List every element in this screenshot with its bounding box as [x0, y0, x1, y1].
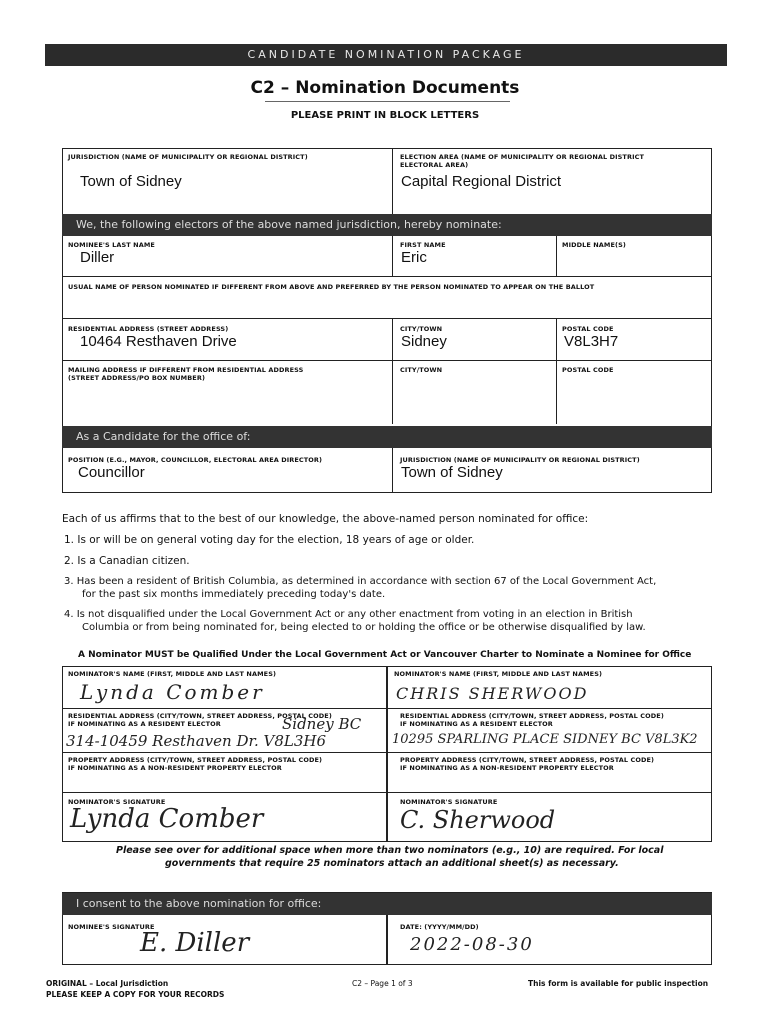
position-label: POSITION (E.G., MAYOR, COUNCILLOR, ELECTORAL AREA DIRECTOR) [68, 456, 323, 464]
divider [556, 318, 557, 424]
position-jurisdiction-value[interactable]: Town of Sidney [401, 464, 503, 481]
affirm-item-4: 4. Is not disqualified under the Local Government Act or any other enactment from voting in an election in British [64, 609, 633, 620]
left-nominator-name-label: NOMINATOR'S NAME (FIRST, MIDDLE AND LAST NAMES) [68, 670, 277, 678]
left-residential-label: RESIDENTIAL ADDRESS (CITY/TOWN, STREET ADDRESS, POSTAL CODE) [68, 712, 332, 720]
title-divider [265, 101, 510, 102]
election-area-label: ELECTION AREA (NAME OF MUNICIPALITY OR REGIONAL DISTRICT [400, 153, 644, 161]
divider [392, 236, 393, 276]
left-signature-label: NOMINATOR'S SIGNATURE [68, 798, 166, 806]
jurisdiction-value[interactable]: Town of Sidney [80, 173, 182, 190]
position-jurisdiction-label: JURISDICTION (NAME OF MUNICIPALITY OR REGIONAL DISTRICT) [400, 456, 640, 464]
left-residential-line-2[interactable]: 314-10459 Resthaven Dr. V8L3H6 [66, 732, 327, 750]
middle-name-label: MIDDLE NAME(S) [562, 241, 626, 249]
left-property-elector-label: IF NOMINATING AS A NON-RESIDENT PROPERTY ELECTOR [68, 764, 282, 772]
right-resident-elector-label: IF NOMINATING AS A RESIDENT ELECTOR [400, 720, 553, 728]
postal-code-value[interactable]: V8L3H7 [564, 333, 619, 350]
right-nominator-name[interactable]: CHRIS SHERWOOD [396, 684, 589, 703]
mailing-address-label-cont: (STREET ADDRESS/PO BOX NUMBER) [68, 374, 206, 382]
additional-space-note-cont: governments that require 25 nominators attach an additional sheet(s) as necessary. [165, 858, 619, 869]
jurisdiction-label: JURISDICTION (NAME OF MUNICIPALITY OR REGIONAL DISTRICT) [68, 153, 308, 161]
left-nominator-signature[interactable]: Lynda Comber [70, 804, 264, 834]
right-residential-line-1[interactable]: 10295 SPARLING PLACE SIDNEY BC V8L3K2 [392, 732, 698, 747]
package-banner: CANDIDATE NOMINATION PACKAGE [45, 44, 727, 66]
right-property-label: PROPERTY ADDRESS (CITY/TOWN, STREET ADDRESS, POSTAL CODE) [400, 756, 655, 764]
affirm-item-4-cont: Columbia or from being nominated for, being elected to or holding the office or be otherwise disqualified by law. [82, 622, 646, 633]
divider [62, 360, 712, 361]
consent-date[interactable]: 2022-08-30 [410, 934, 534, 955]
mailing-city-label: CITY/TOWN [400, 366, 443, 374]
page-subtitle: PLEASE PRINT IN BLOCK LETTERS [290, 110, 480, 121]
consent-section-bar: I consent to the above nomination for office: [62, 893, 712, 915]
election-area-label-cont: ELECTORAL AREA) [400, 161, 469, 169]
footer-keep-copy: PLEASE KEEP A COPY FOR YOUR RECORDS [46, 990, 225, 999]
position-value[interactable]: Councillor [78, 464, 145, 481]
right-nominator-name-label: NOMINATOR'S NAME (FIRST, MIDDLE AND LAST NAMES) [394, 670, 603, 678]
divider [386, 666, 388, 842]
divider [386, 915, 388, 965]
nominator-rule: A Nominator MUST be Qualified Under the Local Government Act or Vancouver Charter to Nominate a Nominee for Office [78, 650, 692, 660]
left-property-label: PROPERTY ADDRESS (CITY/TOWN, STREET ADDRESS, POSTAL CODE) [68, 756, 323, 764]
divider [62, 708, 712, 709]
divider [62, 276, 712, 277]
footer-public-inspection: This form is available for public inspection [528, 979, 709, 988]
date-label: DATE: (YYYY/MM/DD) [400, 923, 479, 931]
nominee-section-bar: We, the following electors of the above named jurisdiction, hereby nominate: [62, 214, 712, 236]
right-signature-label: NOMINATOR'S SIGNATURE [400, 798, 498, 806]
divider [392, 448, 393, 493]
right-nominator-signature[interactable]: C. Sherwood [400, 806, 556, 834]
residential-address-value[interactable]: 10464 Resthaven Drive [80, 333, 237, 350]
mailing-address-label: MAILING ADDRESS IF DIFFERENT FROM RESIDENTIAL ADDRESS [68, 366, 304, 374]
last-name-value[interactable]: Diller [80, 249, 115, 266]
affirm-item-2: 2. Is a Canadian citizen. [64, 555, 190, 567]
affirm-intro: Each of us affirms that to the best of our knowledge, the above-named person nominated for office: [62, 513, 589, 525]
page-title: C2 – Nomination Documents [250, 78, 520, 98]
right-residential-label: RESIDENTIAL ADDRESS (CITY/TOWN, STREET ADDRESS, POSTAL CODE) [400, 712, 664, 720]
postal-code-label: POSTAL CODE [562, 325, 614, 333]
election-area-value[interactable]: Capital Regional District [401, 173, 562, 190]
nominee-signature-label: NOMINEE'S SIGNATURE [68, 923, 155, 931]
city-label: CITY/TOWN [400, 325, 443, 333]
footer-page-number: C2 – Page 1 of 3 [352, 979, 413, 988]
residential-address-label: RESIDENTIAL ADDRESS (STREET ADDRESS) [68, 325, 229, 333]
affirm-item-1: 1. Is or will be on general voting day for the election, 18 years of age or older. [64, 534, 475, 546]
footer-original: ORIGINAL – Local Jurisdiction [46, 979, 169, 988]
divider [556, 236, 557, 276]
city-value[interactable]: Sidney [401, 333, 447, 350]
nominee-signature[interactable]: E. Diller [140, 928, 250, 958]
divider [392, 318, 393, 424]
candidate-section-bar: As a Candidate for the office of: [62, 426, 712, 448]
additional-space-note: Please see over for additional space when more than two nominators (e.g., 10) are required. For local [116, 845, 664, 856]
left-residential-line-1[interactable]: Sidney BC [282, 715, 362, 733]
last-name-label: NOMINEE'S LAST NAME [68, 241, 155, 249]
affirm-item-3-cont: for the past six months immediately preceding today's date. [82, 589, 386, 600]
usual-name-label: USUAL NAME OF PERSON NOMINATED IF DIFFERENT FROM ABOVE AND PREFERRED BY THE PERSON NOMINATED TO APPEAR ON THE BALLOT [68, 283, 595, 291]
left-resident-elector-label: IF NOMINATING AS A RESIDENT ELECTOR [68, 720, 221, 728]
left-nominator-name[interactable]: Lynda Comber [80, 680, 265, 704]
divider [392, 148, 393, 214]
right-property-elector-label: IF NOMINATING AS A NON-RESIDENT PROPERTY ELECTOR [400, 764, 614, 772]
divider [62, 792, 712, 793]
mailing-postal-label: POSTAL CODE [562, 366, 614, 374]
affirm-item-3: 3. Has been a resident of British Columbia, as determined in accordance with section 67 of the Local Government Act, [64, 576, 657, 587]
first-name-label: FIRST NAME [400, 241, 446, 249]
first-name-value[interactable]: Eric [401, 249, 427, 266]
divider [62, 318, 712, 319]
divider [62, 752, 712, 753]
